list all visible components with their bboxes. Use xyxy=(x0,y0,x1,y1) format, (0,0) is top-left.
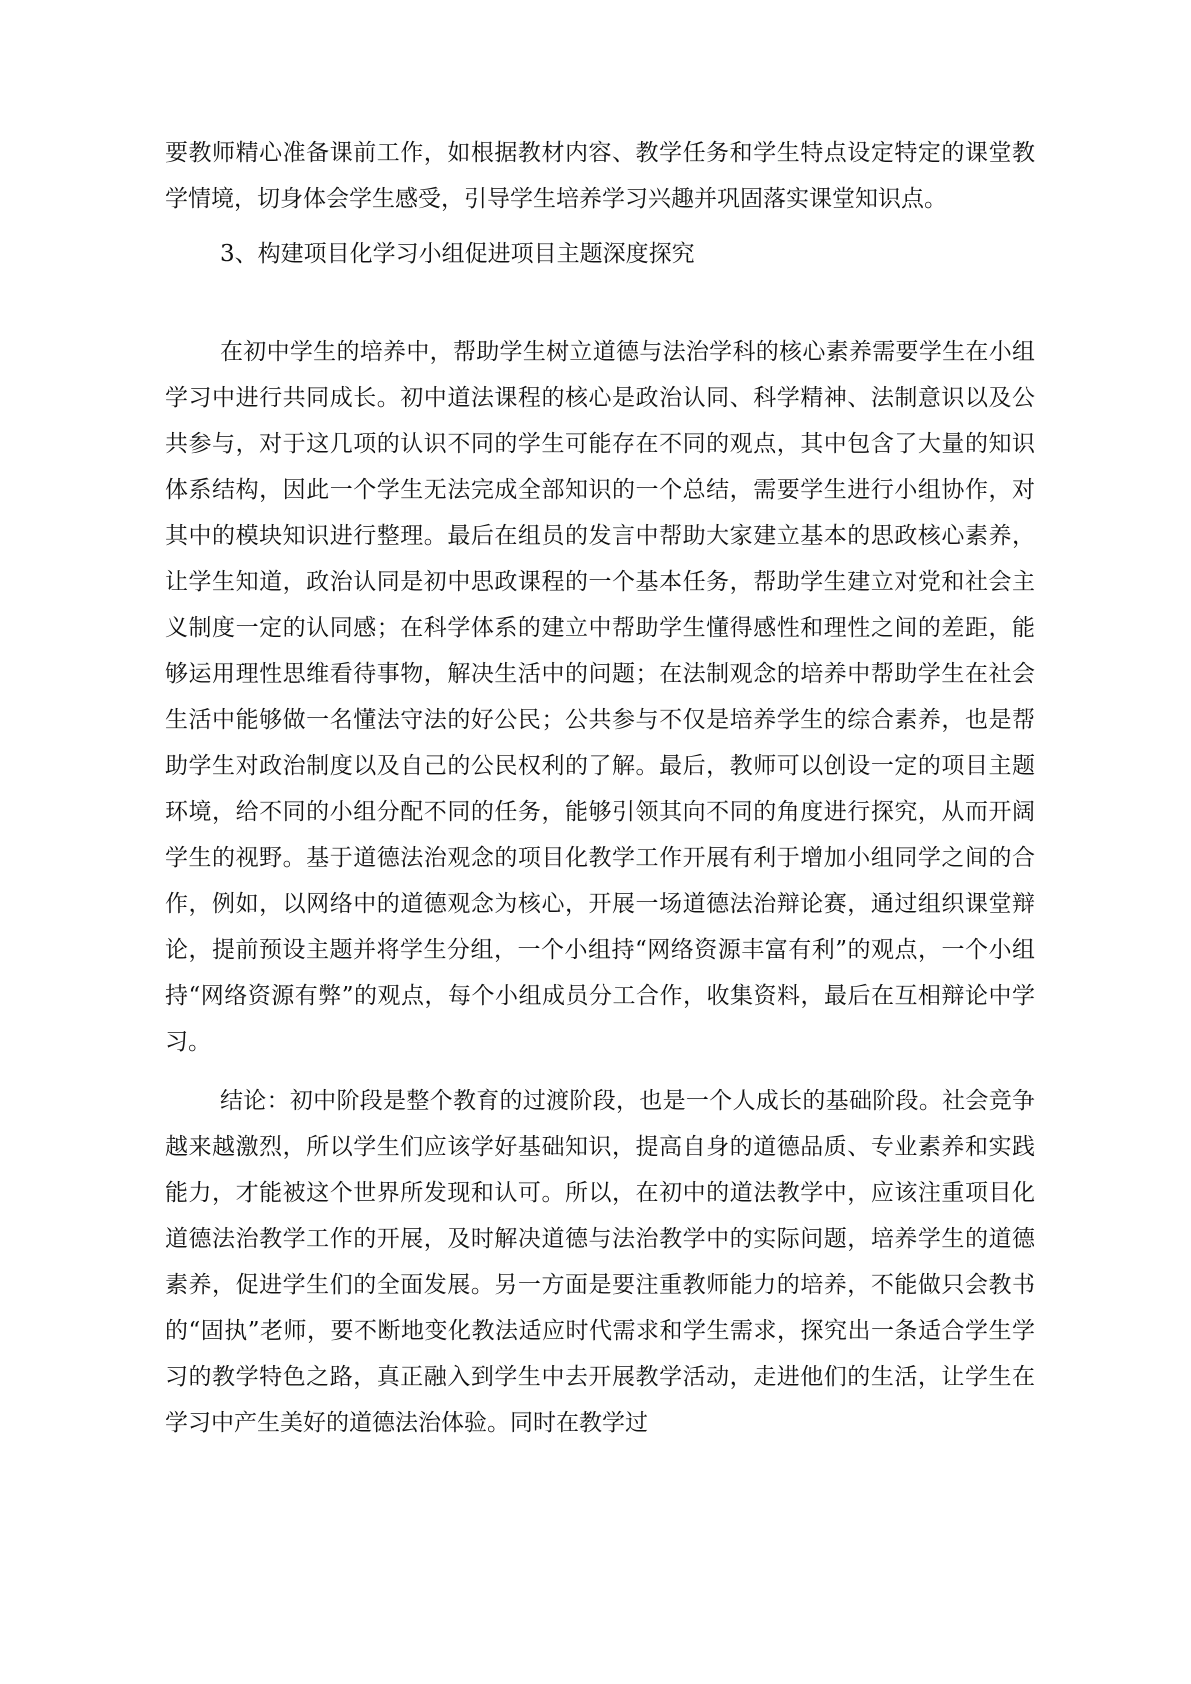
paragraph-continuation: 要教师精心准备课前工作，如根据教材内容、教学任务和学生特点设定特定的课堂教学情境，切身体会学生感受，引导学生培养学习兴趣并巩固落实课堂知识点。 xyxy=(165,140,1035,212)
paragraph-body: 在初中学生的培养中，帮助学生树立道德与法治学科的核心素养需要学生在小组学习中进行共同成长。初中道法课程的核心是政治认同、科学精神、法制意识以及公共参与，对于这几项的认识不同的学生可能存在不同的观点，其中包含了大量的知识体系结构，因此一个学生无法完成全部知识的一个总结，需要学生进行小组协作，对其中的模块知识进行整理。最后在组员的发言中帮助大家建立基本的思政核心素养，让学生知道，政治认同是初中思政课程的一个基本任务，帮助学生建立对党和社会主义制度一定的认同感；在科学体系的建立中帮助学生懂得感性和理性之间的差距，能够运用理性思维看待事物，解决生活中的问题；在法制观念的培养中帮助学生在社会生活中能够做一名懂法守法的好公民；公共参与不仅是培养学生的综合素养，也是帮助学生对政治制度以及自己的公民权利的了解。最后，教师可以创设一定的项目主题环境，给不同的小组分配不同的任务，能够引领其向不同的角度进行探究，从而开阔学生的视野。基于道德法治观念的项目化教学工作开展有利于增加小组同学之间的合作，例如，以网络中的道德观念为核心，开展一场道德法治辩论赛，通过组织课堂辩论，提前预设主题并将学生分组，一个小组持“网络资源丰富有利”的观点，一个小组持“网络资源有弊”的观点，每个小组成员分工合作，收集资料，最后在互相辩论中学习。 xyxy=(165,339,1035,1055)
section-heading: 3、构建项目化学习小组促进项目主题深度探究 xyxy=(220,241,695,267)
paragraph-conclusion: 结论：初中阶段是整个教育的过渡阶段，也是一个人成长的基础阶段。社会竞争越来越激烈，所以学生们应该学好基础知识，提高自身的道德品质、专业素养和实践能力，才能被这个世界所发现和认可。所以，在初中的道法教学中，应该注重项目化道德法治教学工作的开展，及时解决道德与法治教学中的实际问题，培养学生的道德素养，促进学生们的全面发展。另一方面是要注重教师能力的培养，不能做只会教书的“固执”老师，要不断地变化教法适应时代需求和学生需求，探究出一条适合学生学习的教学特色之路，真正融入到学生中去开展教学活动，走进他们的生活，让学生在学习中产生美好的道德法治体验。同时在教学过 xyxy=(165,1088,1035,1436)
